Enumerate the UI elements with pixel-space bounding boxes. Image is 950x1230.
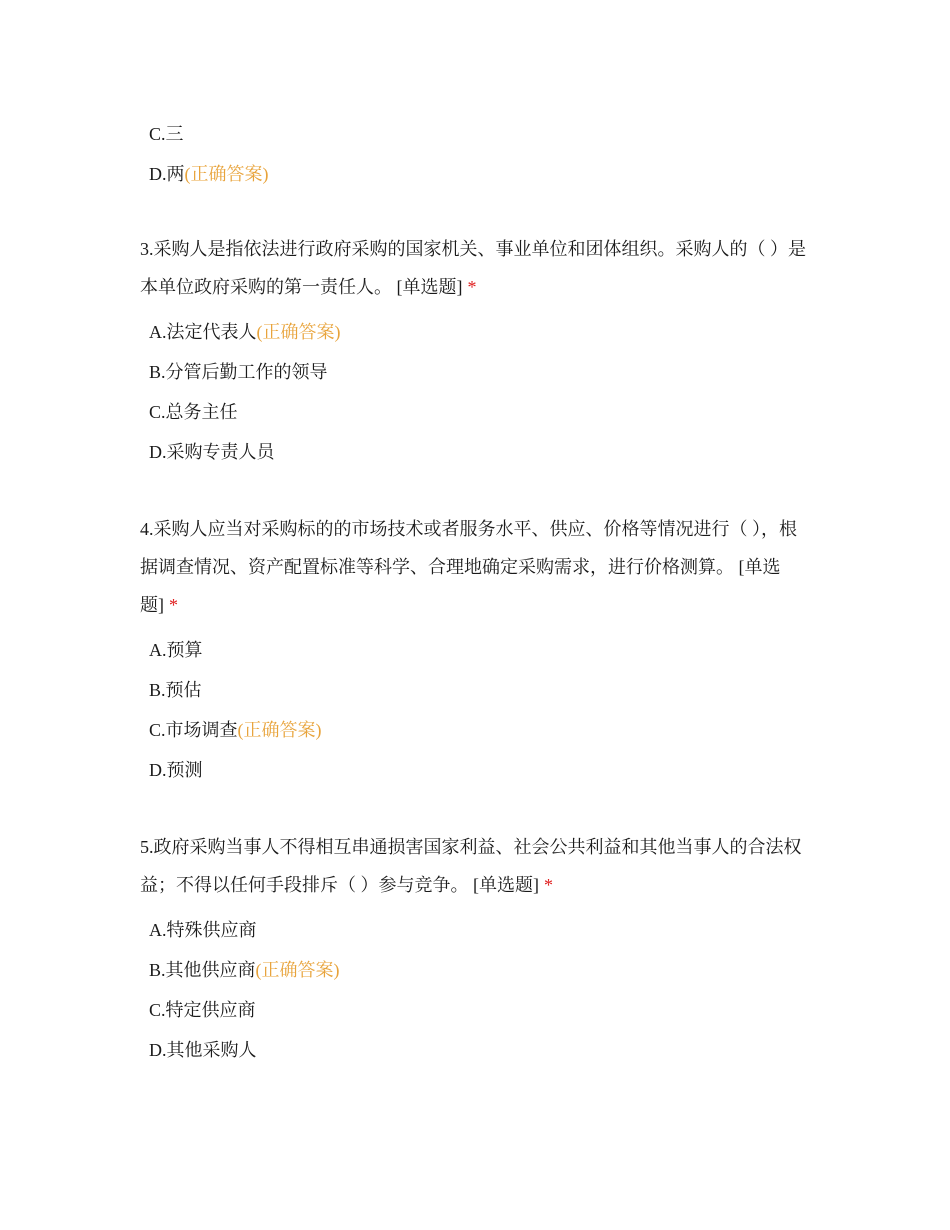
option-label: B.预估	[149, 680, 202, 700]
question-text	[140, 230, 810, 306]
question-type-tag: [单选题]	[140, 557, 781, 615]
option-label: C.三	[149, 124, 184, 144]
question-5	[140, 828, 810, 1070]
option-c	[140, 114, 810, 154]
option-label: B.其他供应商	[149, 960, 256, 980]
option-label: B.分管后勤工作的领导	[149, 362, 328, 382]
question-4	[140, 510, 810, 790]
options-list	[140, 910, 810, 1070]
option-c	[140, 710, 810, 750]
options-list	[140, 312, 810, 472]
option-b	[140, 950, 810, 990]
required-mark: *	[169, 595, 178, 615]
correct-answer-mark: (正确答案)	[255, 960, 340, 980]
option-d	[140, 750, 810, 790]
option-a	[140, 630, 810, 670]
question-text	[140, 510, 810, 624]
option-a	[140, 910, 810, 950]
option-d	[140, 154, 810, 194]
correct-answer-mark: (正确答案)	[256, 322, 341, 342]
option-label: D.采购专责人员	[149, 442, 275, 462]
question-2-continuation	[140, 114, 810, 194]
option-label: D.两	[149, 164, 185, 184]
option-c	[140, 990, 810, 1030]
correct-answer-mark: (正确答案)	[184, 164, 269, 184]
required-mark: *	[467, 277, 477, 297]
option-d	[140, 432, 810, 472]
option-label: C.总务主任	[149, 402, 238, 422]
question-type-tag: [单选题]	[396, 277, 463, 297]
option-d	[140, 1030, 810, 1070]
option-c	[140, 392, 810, 432]
option-label: D.预测	[149, 760, 203, 780]
required-mark: *	[544, 875, 553, 895]
option-label: A.预算	[149, 640, 203, 660]
options-list	[140, 630, 810, 790]
question-text	[140, 828, 810, 904]
question-stem: 4.采购人应当对采购标的的市场技术或者服务水平、供应、价格等情况进行（ ），根据调查情况、资产配置标准等科学、合理地确定采购需求，进行价格测算。	[140, 519, 797, 577]
question-stem: 5.政府采购当事人不得相互串通损害国家利益、社会公共利益和其他当事人的合法权益；不得以任何手段排斥（ ）参与竞争。	[140, 837, 802, 895]
correct-answer-mark: (正确答案)	[237, 720, 322, 740]
question-type-tag: [单选题]	[473, 875, 539, 895]
question-stem: 3.采购人是指依法进行政府采购的国家机关、事业单位和团体组织。采购人的（ ）是本单位政府采购的第一责任人。	[140, 239, 806, 297]
option-label: C.特定供应商	[149, 1000, 256, 1020]
option-a	[140, 312, 810, 352]
option-b	[140, 670, 810, 710]
question-3	[140, 230, 810, 472]
option-label: A.特殊供应商	[149, 920, 257, 940]
option-label: C.市场调查	[149, 720, 238, 740]
option-b	[140, 352, 810, 392]
option-label: D.其他采购人	[149, 1040, 257, 1060]
options-list	[140, 114, 810, 194]
option-label: A.法定代表人	[149, 322, 257, 342]
